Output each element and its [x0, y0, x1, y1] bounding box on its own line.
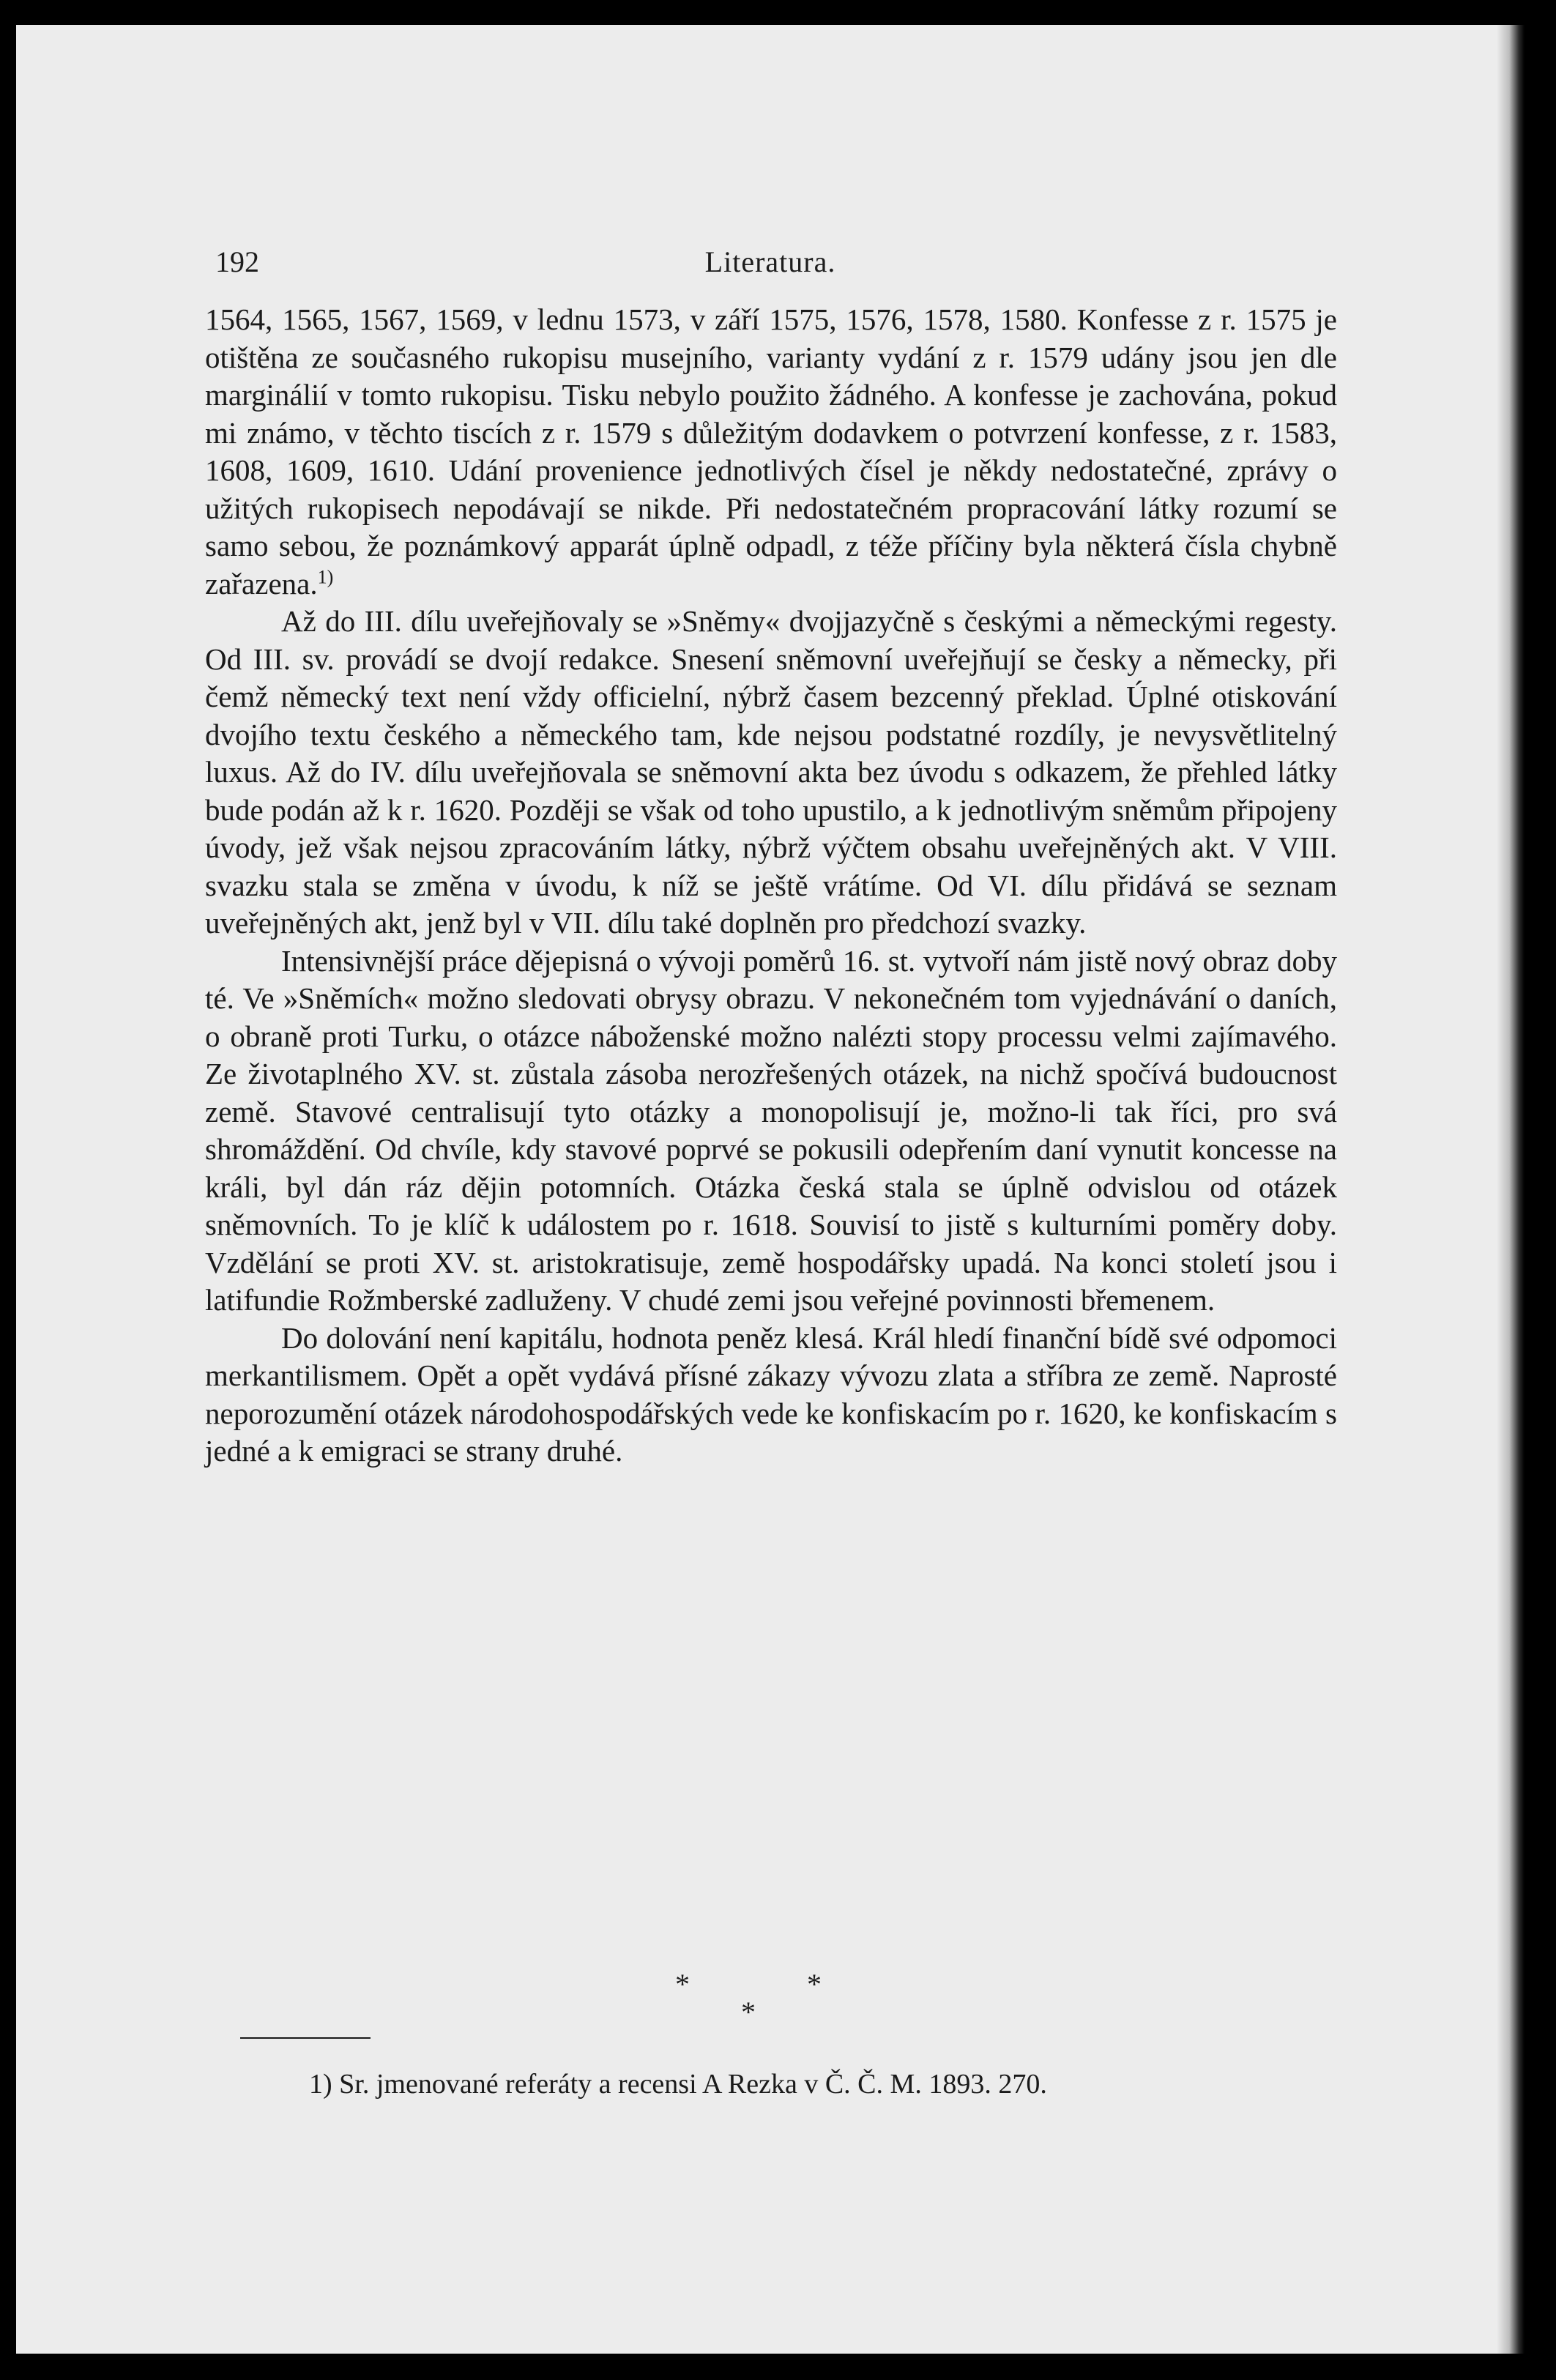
paragraph-2: Až do III. dílu uveřejňovaly se »Sněmy« dvojjazyčně s českými a německými regesty. Od III. sv. provádí se dvojí redakce. Snesení sněmovní uveřejňují se česky a německy, při čemž německý text není vždy officielní, nýbrž časem bezcenný překlad. Úplné otiskování dvojího textu českého a německého tam, kde nejsou podstatné rozdíly, je nevysvětlitelný luxus. Až do IV. dílu uveřejňovala se sněmovní akta bez úvodu s odkazem, že přehled látky bude podán až k r. 1620. Později se však od toho upustilo, a k jednotlivým sněmům připojeny úvody, jež však nejsou zpracováním látky, nýbrž výčtem obsahu uveřejněných akt. V VIII. svazku stala se změna v úvodu, k níž se ještě vrátíme. Od VI. dílu přidává se seznam uveřejněných akt, jenž byl v VII. dílu také doplněn pro předchozí svazky. — [205, 604, 1337, 940]
page-edge-shadow — [1497, 25, 1525, 2354]
running-title: Literatura. — [704, 245, 836, 278]
footnote-rule — [240, 2037, 371, 2039]
paragraph-1-text: 1564, 1565, 1567, 1569, v lednu 1573, v září 1575, 1576, 1578, 1580. Konfesse z r. 1575 je otištěna ze současného rukopisu musejního, varianty vydání z r. 1579 udány jsou jen dle marginálií v tomto rukopisu. Tisku nebylo použito žádného. A konfesse je zachována, pokud mi známo, v těchto tiscích z r. 1579 s důležitým dodavkem o potvrzení konfesse, z r. 1583, 1608, 1609, 1610. Udání provenience jednotlivých čísel je někdy nedostatečné, zprávy o užitých rukopisech nepodávají se nikde. Při nedostatečném propracování látky rozumí se samo sebou, že poznámkový apparát úplně odpadl, z téže příčiny byla některá čísla chybně zařazena. — [205, 302, 1337, 600]
footnote-reference: 1) — [317, 565, 334, 587]
footnote-marker: 1) — [309, 2069, 332, 2100]
asterisk-center: * — [741, 1996, 756, 2028]
asterisk-right: * — [807, 1968, 822, 2001]
section-break — [653, 1967, 902, 2026]
footnote — [309, 2068, 1334, 2100]
body-text — [205, 301, 1337, 1470]
footnote-text: Sr. jmenované referáty a recensi A Rezka v Č. Č. M. 1893. 270. — [339, 2069, 1047, 2100]
paragraph-3: Intensivnější práce dějepisná o vývoji poměrů 16. st. vytvoří nám jistě nový obraz doby té. Ve »Sněmích« možno sledovati obrysy obrazu. V nekonečném tom vyjednávání o daních, o obraně proti Turku, o otázce náboženské možno nalézti stopy processu velmi zajímavého. Ze životaplného XV. st. zůstala zásoba nerozřešených otázek, na nichž spočívá budoucnost země. Stavové centralisují tyto otázky a monopolisují je, možno-li tak říci, pro svá shromáždění. Od chvíle, kdy stavové poprvé se pokusili odepřením daní vynutit koncesse na králi, byl dán ráz dějin potomních. Otázka česká stala se úplně odvislou od otázek sněmovních. To je klíč k událostem po r. 1618. Souvisí to jistě s kulturními poměry doby. Vzdělání se proti XV. st. aristokratisuje, země hospodářsky upadá. Na konci století jsou i latifundie Rožmberské zadluženy. V chudé zemi jsou veřejné povinnosti břemenem. — [205, 943, 1337, 1317]
asterisk-left: * — [675, 1968, 690, 2001]
page-number: 192 — [215, 245, 259, 278]
page-header — [199, 245, 1341, 289]
book-page — [16, 25, 1525, 2354]
paragraph-4: Do dolování není kapitálu, hodnota peněz klesá. Král hledí finanční bídě své odpomoci merkantilismem. Opět a opět vydává přísné zákazy vývozu zlata a stříbra ze země. Naprosté neporozumění otázek národohospodářských vede ke konfiskacím po r. 1620, ke konfiskacím s jedné a k emigraci se strany druhé. — [205, 1320, 1337, 1468]
paragraph-1 — [205, 301, 1337, 603]
